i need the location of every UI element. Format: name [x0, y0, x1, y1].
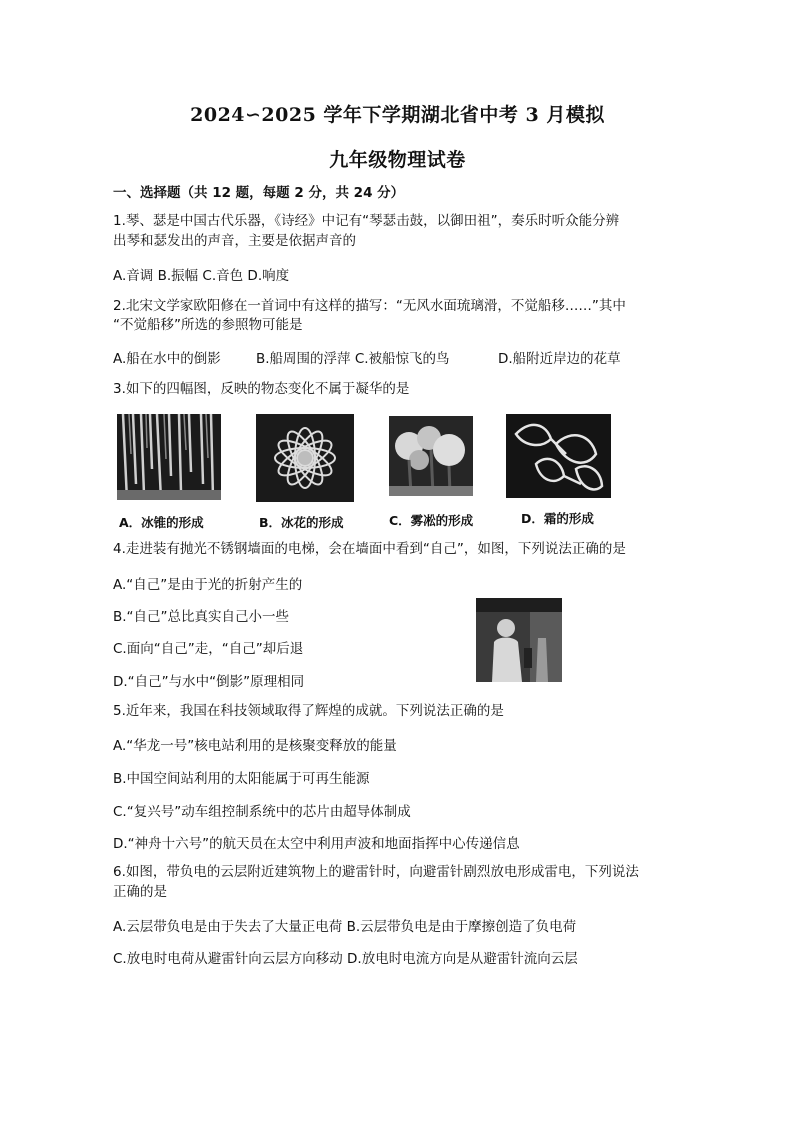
q6-stem-line2: 正确的是: [113, 884, 167, 900]
exam-title: 2024∽2025 学年下学期湖北省中考 3 月模拟: [190, 104, 605, 126]
frost-flower-photo: [256, 414, 354, 502]
q4-stem: 4.走进装有抛光不锈钢墙面的电梯，会在墙面中看到“自己”，如图，下列说法正确的是: [113, 541, 626, 557]
q2-stem-line2: “不觉船移”所选的参照物可能是: [113, 317, 303, 333]
q4-option-b: B.“自己”总比真实自己小一些: [113, 609, 290, 625]
q6-stem-line1: 6.如图，带负电的云层附近建筑物上的避雷针时，向避雷针剧烈放电形成雷电，下列说法: [113, 864, 639, 880]
icicle-photo: [117, 414, 221, 500]
elevator-reflection-photo: [476, 598, 562, 682]
q6-options-cd: C.放电时电荷从避雷针向云层方向移动 D.放电时电流方向是从避雷针流向云层: [113, 951, 578, 967]
q5-option-c: C.“复兴号”动车组控制系统中的芯片由超导体制成: [113, 804, 411, 820]
q3-caption-a: A．冰锥的形成: [119, 515, 204, 530]
q1-stem-line2: 出琴和瑟发出的声音，主要是依据声音的: [113, 233, 356, 249]
rime-photo: [389, 416, 473, 496]
q1-options: A.音调 B.振幅 C.音色 D.响度: [113, 268, 290, 284]
q4-option-a: A.“自己”是由于光的折射产生的: [113, 577, 303, 593]
q1-stem-line1: 1.琴、瑟是中国古代乐器，《诗经》中记有“琴瑟击鼓，以御田祖”，奏乐时听众能分辨: [113, 213, 620, 229]
q2-option-d: D.船附近岸边的花草: [498, 351, 621, 367]
q2-option-bc: B.船周围的浮萍 C.被船惊飞的鸟: [256, 351, 450, 367]
q3-caption-d: D．霜的形成: [521, 511, 594, 526]
q2-stem-line1: 2.北宋文学家欧阳修在一首词中有这样的描写：“无风水面琉璃滑，不觉船移……”其中: [113, 298, 626, 314]
q3-caption-c: C．雾凇的形成: [389, 513, 474, 528]
section-heading: 一、选择题（共 12 题，每题 2 分，共 24 分）: [113, 185, 405, 201]
q5-stem: 5.近年来，我国在科技领域取得了辉煌的成就。下列说法正确的是: [113, 703, 504, 719]
q6-options-ab: A.云层带负电是由于失去了大量正电荷 B.云层带负电是由于摩擦创造了负电荷: [113, 919, 577, 935]
exam-subtitle: 九年级物理试卷: [329, 149, 466, 171]
q5-option-a: A.“华龙一号”核电站利用的是核聚变释放的能量: [113, 738, 397, 754]
q3-stem: 3.如下的四幅图，反映的物态变化不属于凝华的是: [113, 381, 410, 397]
q2-option-a: A.船在水中的倒影: [113, 351, 221, 367]
q4-option-c: C.面向“自己”走，“自己”却后退: [113, 641, 304, 657]
q5-option-d: D.“神舟十六号”的航天员在太空中利用声波和地面指挥中心传递信息: [113, 836, 520, 852]
q3-caption-b: B．冰花的形成: [259, 515, 344, 530]
q5-option-b: B.中国空间站利用的太阳能属于可再生能源: [113, 771, 370, 787]
q4-option-d: D.“自己”与水中“倒影”原理相同: [113, 674, 305, 690]
frost-photo: [506, 414, 611, 498]
